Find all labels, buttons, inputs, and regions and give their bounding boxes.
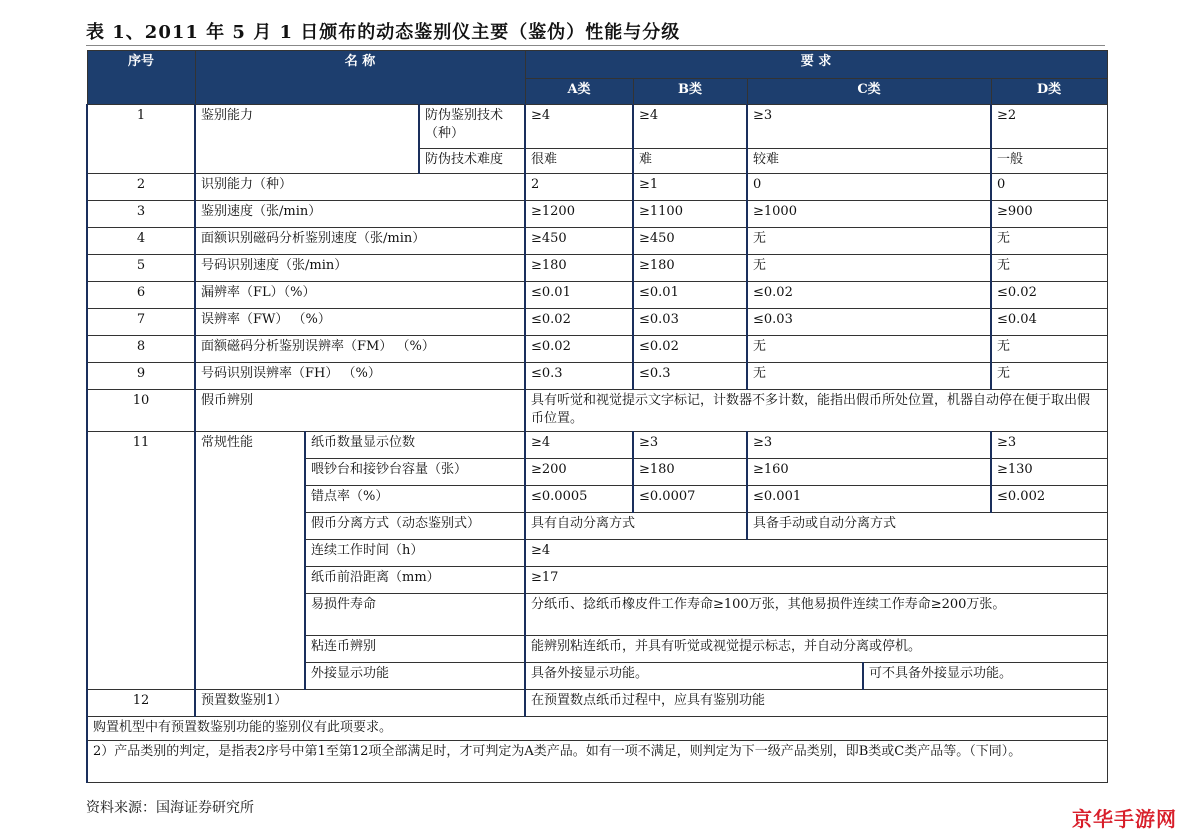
row-name: 预置数鉴别1） xyxy=(195,690,525,717)
table-row xyxy=(87,282,1107,309)
value-d: ≤0.002 xyxy=(991,486,1107,513)
row-number: 12 xyxy=(87,690,195,717)
row-number: 9 xyxy=(87,363,195,390)
table-title: 表 1、2011 年 5 月 1 日颁布的动态鉴别仪主要（鉴伪）性能与分级 xyxy=(86,22,681,43)
header-grade-b: B类 xyxy=(633,79,747,105)
value-b: ≥450 xyxy=(633,228,747,255)
sub-item: 防伪鉴别技术（种） xyxy=(419,105,525,149)
header-row-1 xyxy=(87,51,1107,79)
sub-item: 假币分离方式（动态鉴别式） xyxy=(305,513,525,540)
value-d: 可不具备外接显示功能。 xyxy=(863,663,1107,690)
table-row xyxy=(87,309,1107,336)
value-a: ≥200 xyxy=(525,459,633,486)
value-abc: 具备外接显示功能。 xyxy=(525,663,863,690)
value-a: 很难 xyxy=(525,149,633,174)
value-b: ≥180 xyxy=(633,255,747,282)
value-d: ≤0.02 xyxy=(991,282,1107,309)
value-c: ≤0.02 xyxy=(747,282,991,309)
value-a: ≤0.02 xyxy=(525,336,633,363)
value-cd: 具备手动或自动分离方式 xyxy=(747,513,1107,540)
value-b: ≤0.3 xyxy=(633,363,747,390)
value-c: ≤0.03 xyxy=(747,309,991,336)
header-grade-c: C类 xyxy=(747,79,991,105)
table-row xyxy=(87,174,1107,201)
row-name: 识别能力（种） xyxy=(195,174,525,201)
row-number: 8 xyxy=(87,336,195,363)
value-c: ≥3 xyxy=(747,105,991,149)
row-name: 鉴别能力 xyxy=(195,105,419,174)
table-row xyxy=(87,390,1107,432)
value-a: ≥4 xyxy=(525,105,633,149)
sub-item: 易损件寿命 xyxy=(305,594,525,636)
value-c: 较难 xyxy=(747,149,991,174)
row-number: 4 xyxy=(87,228,195,255)
value-a: ≥1200 xyxy=(525,201,633,228)
sub-item: 防伪技术难度 xyxy=(419,149,525,174)
note-row xyxy=(87,717,1107,741)
value-d: 0 xyxy=(991,174,1107,201)
footnote-1: 购置机型中有预置数鉴别功能的鉴别仪有此项要求。 xyxy=(87,717,1107,741)
value-c: ≤0.001 xyxy=(747,486,991,513)
table-row xyxy=(87,255,1107,282)
value-a: ≤0.01 xyxy=(525,282,633,309)
row-number: 3 xyxy=(87,201,195,228)
footnote-2: 2）产品类别的判定，是指表2序号中第1至第12项全部满足时，才可判定为A类产品。如有一项不满足，则判定为下一级产品类别，即B类或C类产品等。（下同）。 xyxy=(87,741,1107,783)
value-c: ≥3 xyxy=(747,432,991,459)
sub-item: 纸币前沿距离（mm） xyxy=(305,567,525,594)
row-name: 面额磁码分析鉴别误辨率（FM） （%） xyxy=(195,336,525,363)
value-c: ≥160 xyxy=(747,459,991,486)
value-d: ≥3 xyxy=(991,432,1107,459)
value-b: ≤0.03 xyxy=(633,309,747,336)
value-d: ≥900 xyxy=(991,201,1107,228)
sub-item: 错点率（%） xyxy=(305,486,525,513)
value-c: 无 xyxy=(747,336,991,363)
watermark-logo: 京华手游网 xyxy=(1072,807,1177,831)
requirement-all: ≥17 xyxy=(525,567,1107,594)
value-b: 难 xyxy=(633,149,747,174)
requirement-all: 分纸币、捻纸币橡皮件工作寿命≥100万张，其他易损件连续工作寿命≥200万张。 xyxy=(525,594,1107,636)
value-d: 一般 xyxy=(991,149,1107,174)
value-c: 无 xyxy=(747,255,991,282)
value-d: ≥130 xyxy=(991,459,1107,486)
value-b: ≤0.01 xyxy=(633,282,747,309)
row-name: 面额识别磁码分析鉴别速度（张/min） xyxy=(195,228,525,255)
header-grade-a: A类 xyxy=(525,79,633,105)
sub-item: 喂钞台和接钞台容量（张） xyxy=(305,459,525,486)
sub-item: 纸币数量显示位数 xyxy=(305,432,525,459)
value-b: ≥180 xyxy=(633,459,747,486)
value-d: 无 xyxy=(991,363,1107,390)
header-grade-d: D类 xyxy=(991,79,1107,105)
row-name: 号码识别误辨率（FH） （%） xyxy=(195,363,525,390)
value-b: ≥1100 xyxy=(633,201,747,228)
title-divider xyxy=(86,45,1105,46)
value-d: 无 xyxy=(991,228,1107,255)
sub-item: 外接显示功能 xyxy=(305,663,525,690)
value-b: ≥3 xyxy=(633,432,747,459)
row-number: 5 xyxy=(87,255,195,282)
table-row xyxy=(87,201,1107,228)
table-row xyxy=(87,336,1107,363)
row-number: 6 xyxy=(87,282,195,309)
value-a: ≥4 xyxy=(525,432,633,459)
note-row xyxy=(87,741,1107,783)
value-b: ≥4 xyxy=(633,105,747,149)
value-d: ≥2 xyxy=(991,105,1107,149)
value-b: ≤0.02 xyxy=(633,336,747,363)
row-number: 7 xyxy=(87,309,195,336)
value-c: 0 xyxy=(747,174,991,201)
row-name: 常规性能 xyxy=(195,432,305,690)
row-name: 假币辨别 xyxy=(195,390,525,432)
row-name: 鉴别速度（张/min） xyxy=(195,201,525,228)
header-seq: 序号 xyxy=(87,51,195,105)
table-row xyxy=(87,228,1107,255)
row-name: 漏辨率（FL）（%） xyxy=(195,282,525,309)
table-row xyxy=(87,690,1107,717)
source-note: 资料来源：国海证券研究所 xyxy=(86,800,254,816)
value-a: ≤0.02 xyxy=(525,309,633,336)
row-number: 2 xyxy=(87,174,195,201)
value-b: ≥1 xyxy=(633,174,747,201)
value-a: ≤0.3 xyxy=(525,363,633,390)
value-a: ≤0.0005 xyxy=(525,486,633,513)
value-a: ≥450 xyxy=(525,228,633,255)
sub-item: 粘连币辨别 xyxy=(305,636,525,663)
table-row xyxy=(87,105,1107,149)
header-requirements: 要 求 xyxy=(525,51,1107,79)
row-name: 误辨率（FW） （%） xyxy=(195,309,525,336)
row-number: 11 xyxy=(87,432,195,690)
value-c: ≥1000 xyxy=(747,201,991,228)
requirement-all: 具有听觉和视觉提示文字标记，计数器不多计数，能指出假币所处位置，机器自动停在便于取出假币位置。 xyxy=(525,390,1107,432)
spec-table xyxy=(86,50,1108,783)
value-a: 2 xyxy=(525,174,633,201)
value-d: 无 xyxy=(991,255,1107,282)
value-b: ≤0.0007 xyxy=(633,486,747,513)
header-name: 名 称 xyxy=(195,51,525,105)
table-row xyxy=(87,363,1107,390)
row-number: 1 xyxy=(87,105,195,174)
sub-item: 连续工作时间（h） xyxy=(305,540,525,567)
row-number: 10 xyxy=(87,390,195,432)
value-c: 无 xyxy=(747,363,991,390)
requirement-all: ≥4 xyxy=(525,540,1107,567)
requirement-all: 能辨别粘连纸币，并具有听觉或视觉提示标志，并自动分离或停机。 xyxy=(525,636,1107,663)
value-a: ≥180 xyxy=(525,255,633,282)
row-name: 号码识别速度（张/min） xyxy=(195,255,525,282)
value-d: 无 xyxy=(991,336,1107,363)
table-row xyxy=(87,432,1107,459)
value-ab: 具有自动分离方式 xyxy=(525,513,747,540)
requirement-all: 在预置数点纸币过程中，应具有鉴别功能 xyxy=(525,690,1107,717)
value-d: ≤0.04 xyxy=(991,309,1107,336)
value-c: 无 xyxy=(747,228,991,255)
